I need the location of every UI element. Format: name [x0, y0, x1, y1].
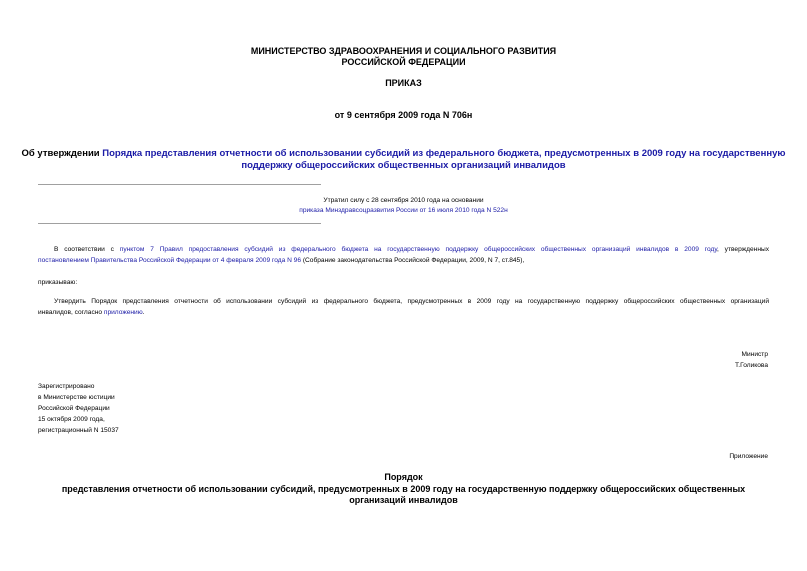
signature-position: Министр	[741, 351, 768, 358]
appendix-title: Порядок	[384, 472, 423, 482]
status-note	[0, 196, 807, 216]
resolution-line-1: Утвердить Порядок представления отчетности об использовании субсидий из федерального бюджета, предусмотренных в 2009 году на государственную поддержку общероссийских общественных организаций	[54, 298, 769, 305]
signature-name: Т.Голикова	[734, 362, 768, 369]
preamble-text-2: , утвержденных	[717, 246, 769, 253]
ministry-line-2: РОССИЙСКОЙ ФЕДЕРАЦИИ	[341, 57, 466, 67]
preamble-line-2	[38, 255, 769, 266]
appendix-label: Приложение	[729, 453, 768, 460]
title-prefix: Об утверждении	[21, 148, 103, 159]
appendix-subtitle	[20, 484, 787, 506]
preamble	[38, 244, 769, 266]
appendix-subtitle-line-1: представления отчетности об использовании субсидий, предусмотренных в 2009 году на государственную поддержку общероссийских общественных	[61, 484, 746, 494]
ministry-name	[0, 46, 807, 68]
divider-top	[38, 184, 321, 185]
registration-block	[38, 381, 119, 436]
status-note-text: Утратил силу с 28 сентября 2010 года на основании	[323, 197, 484, 204]
registration-line-3: Российской Федерации	[38, 405, 110, 412]
registration-line-5: регистрационный N 15037	[38, 427, 119, 434]
appendix-link[interactable]: приложению	[103, 309, 143, 316]
ministry-line-1: МИНИСТЕРСТВО ЗДРАВООХРАНЕНИЯ И СОЦИАЛЬНОГО РАЗВИТИЯ	[250, 46, 557, 56]
preamble-text-1: В соответствии с	[54, 246, 120, 253]
title-link-continued[interactable]: поддержку общероссийских общественных организаций инвалидов	[241, 160, 566, 171]
document-type: ПРИКАЗ	[385, 78, 422, 88]
divider-bottom	[38, 223, 321, 224]
resolution-text: инвалидов, согласно	[38, 309, 104, 316]
preamble-line-1	[38, 244, 769, 255]
title-link[interactable]: Порядка представления отчетности об использовании субсидий из федерального бюджета, предусмотренных в 2009 году на государственную	[102, 148, 786, 159]
registration-line-1: Зарегистрировано	[38, 383, 95, 390]
resolution-end: .	[142, 309, 145, 316]
repeal-order-link[interactable]: приказа Минздравсоцразвития России от 16 июля 2010 года N 522н	[299, 207, 508, 214]
registration-line-4: 15 октября 2009 года,	[38, 416, 105, 423]
document-title	[20, 148, 787, 172]
order-word: приказываю:	[38, 279, 78, 286]
signature	[600, 349, 768, 371]
rules-clause-link[interactable]: пунктом 7 Правил предоставления субсидий из федерального бюджета на государственную поддержку общероссийских общественных организаций инвалидов в 2009 году	[119, 246, 718, 253]
registration-line-2: в Министерстве юстиции	[38, 394, 115, 401]
resolution-line-2	[38, 307, 769, 318]
document-date: от 9 сентября 2009 года N 706н	[334, 110, 473, 120]
resolution	[38, 296, 769, 318]
preamble-text-3: (Собрание законодательства Российской Федерации, 2009, N 7, ст.845),	[301, 257, 525, 264]
title-line-1	[20, 148, 787, 160]
government-decree-link[interactable]: постановлением Правительства Российской Федерации от 4 февраля 2009 года N 96	[38, 257, 302, 264]
appendix-subtitle-line-2: организаций инвалидов	[349, 495, 458, 505]
